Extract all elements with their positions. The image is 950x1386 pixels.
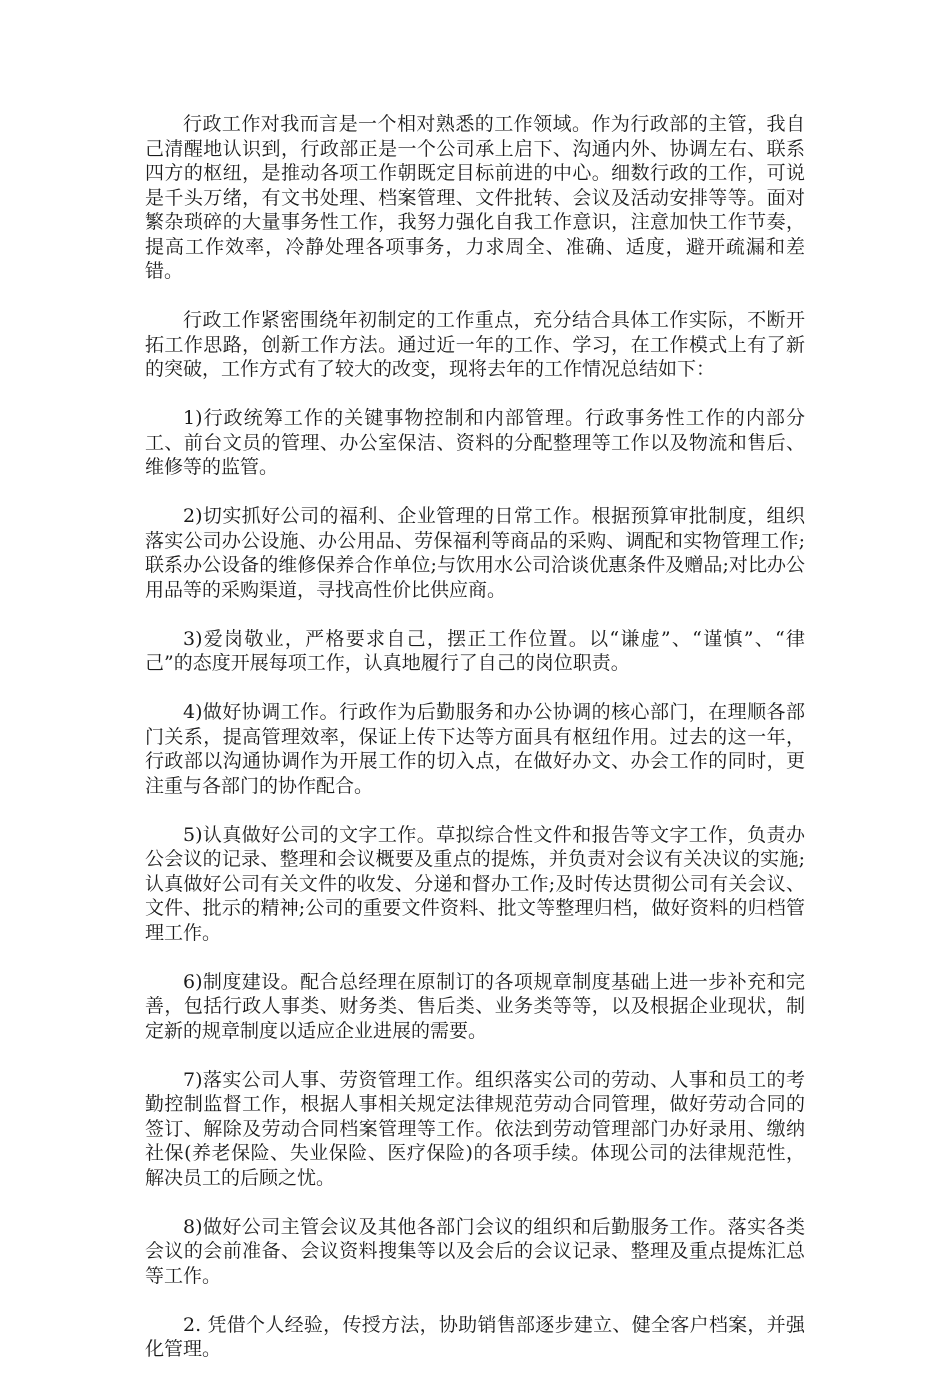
paragraph-item-8: 8)做好公司主管会议及其他各部门会议的组织和后勤服务工作。落实各类会议的会前准备、会议资料搜集等以及会后的会议记录、整理及重点提炼汇总等工作。 bbox=[145, 1215, 805, 1287]
paragraph-summary-lead: 行政工作紧密围绕年初制定的工作重点，充分结合具体工作实际，不断开拓工作思路，创新工作方法。通过近一年的工作、学习，在工作模式上有了新的突破，工作方式有了较大的改变，现将去年的工作情况总结如下： bbox=[145, 309, 805, 380]
paragraph-intro: 行政工作对我而言是一个相对熟悉的工作领域。作为行政部的主管，我自己清醒地认识到，行政部正是一个公司承上启下、沟通内外、协调左右、联系四方的枢纽，是推动各项工作朝既定目标前进的中心。细数行政的工作，可说是千头万绪，有文书处理、档案管理、文件批转、会议及活动安排等等。面对繁杂琐碎的大量事务性工作，我努力强化自我工作意识，注意加快工作节奏，提高工作效率，冷静处理各项事务，力求周全、准确、适度，避开疏漏和差错。 bbox=[145, 113, 805, 282]
paragraph-item-3: 3)爱岗敬业，严格要求自己，摆正工作位置。以“谦虚”、“谨慎”、“律己”的态度开展每项工作，认真地履行了自己的岗位职责。 bbox=[145, 627, 805, 674]
paragraph-item-5: 5)认真做好公司的文字工作。草拟综合性文件和报告等文字工作，负责办公会议的记录、整理和会议概要及重点的提炼，并负责对会议有关决议的实施;认真做好公司有关文件的收发、分递和督办工作;及时传达贯彻公司有关会议、文件、批示的精神;公司的重要文件资料、批文等整理归档，做好资料的归档管理工作。 bbox=[145, 823, 805, 944]
paragraph-item-1: 1)行政统筹工作的关键事物控制和内部管理。行政事务性工作的内部分工、前台文员的管理、办公室保洁、资料的分配整理等工作以及物流和售后、维修等的监管。 bbox=[145, 407, 805, 478]
paragraph-item-2: 2)切实抓好公司的福利、企业管理的日常工作。根据预算审批制度，组织落实公司办公设施、办公用品、劳保福利等商品的采购、调配和实物管理工作;联系办公设备的维修保养合作单位;与饮用水公司洽谈优惠条件及赠品;对比办公用品等的采购渠道，寻找高性价比供应商。 bbox=[145, 505, 805, 601]
paragraph-item-7: 7)落实公司人事、劳资管理工作。组织落实公司的劳动、人事和员工的考勤控制监督工作，根据人事相关规定法律规范劳动合同管理，做好劳动合同的签订、解除及劳动合同档案管理等工作。依法到劳动管理部门办好录用、缴纳社保(养老保险、失业保险、医疗保险)的各项手续。体现公司的法律规范性，解决员工的后顾之忧。 bbox=[145, 1068, 805, 1189]
paragraph-section-2: 2. 凭借个人经验，传授方法，协助销售部逐步建立、健全客户档案，并强化管理。 bbox=[145, 1313, 805, 1360]
document-body bbox=[145, 112, 805, 1386]
paragraph-item-4: 4)做好协调工作。行政作为后勤服务和办公协调的核心部门，在理顺各部门关系，提高管理效率，保证上传下达等方面具有枢纽作用。过去的这一年，行政部以沟通协调作为开展工作的切入点，在做好办文、办会工作的同时，更注重与各部门的协作配合。 bbox=[145, 701, 805, 797]
paragraph-item-6: 6)制度建设。配合总经理在原制订的各项规章制度基础上进一步补充和完善，包括行政人事类、财务类、售后类、业务类等等，以及根据企业现状，制定新的规章制度以适应企业进展的需要。 bbox=[145, 970, 805, 1042]
